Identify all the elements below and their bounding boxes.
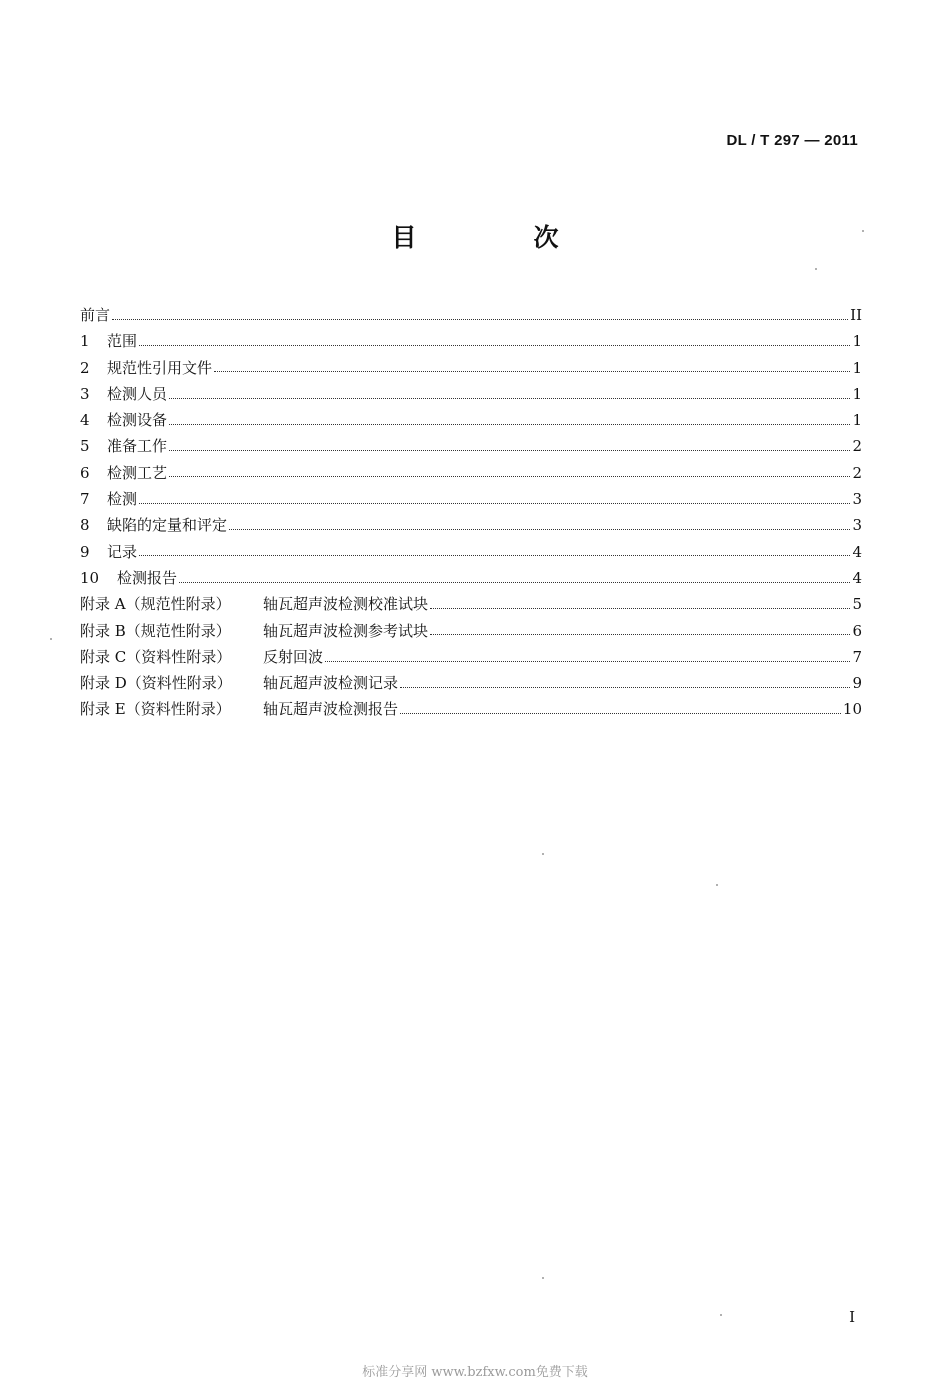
toc-entry-page: 9 xyxy=(852,674,862,693)
toc-entry-number: 2 xyxy=(80,358,90,377)
toc-entry-number: 1 xyxy=(80,332,90,351)
scan-speck xyxy=(720,1314,722,1316)
toc-dot-leader xyxy=(139,345,850,346)
toc-entry-title: 前言 xyxy=(80,306,111,324)
page-number: I xyxy=(849,1308,855,1326)
toc-entry[interactable] xyxy=(80,512,862,538)
toc-entry[interactable] xyxy=(80,433,862,459)
toc-entry-title: 准备工作 xyxy=(107,437,168,456)
document-code: DL / T 297 — 2011 xyxy=(726,132,858,149)
toc-entry-title: 检测人员 xyxy=(107,384,168,403)
toc-entry-title: 检测设备 xyxy=(107,411,168,430)
toc-entry-page: 1 xyxy=(852,411,862,430)
appendix-label: 附录 D（资料性附录） xyxy=(80,674,232,693)
scan-speck xyxy=(542,1277,544,1279)
toc-entry-page: 3 xyxy=(852,516,862,535)
toc-entry-number: 10 xyxy=(80,568,100,587)
scan-speck xyxy=(542,853,544,855)
toc-dot-leader xyxy=(169,450,850,451)
toc-entry-number: 7 xyxy=(80,490,90,509)
toc-entry-number: 8 xyxy=(80,516,90,535)
toc-entry-page: 7 xyxy=(852,647,862,666)
toc-entry-title: 范围 xyxy=(107,332,138,351)
toc-entry-title: 规范性引用文件 xyxy=(107,358,213,377)
page-title: 目 次 xyxy=(391,223,605,252)
toc-entry[interactable] xyxy=(80,355,862,381)
toc-appendix-entry[interactable] xyxy=(80,618,862,644)
toc-entry-page: 4 xyxy=(852,542,862,561)
appendix-label: 附录 A（规范性附录） xyxy=(80,595,231,614)
appendix-label: 附录 E（资料性附录） xyxy=(80,700,231,719)
appendix-title: 轴瓦超声波检测记录 xyxy=(263,674,399,693)
toc-entry-page: II xyxy=(850,306,862,324)
toc-dot-leader xyxy=(400,687,850,688)
toc-entry-number: 4 xyxy=(80,411,90,430)
toc-entry-page: 3 xyxy=(852,490,862,509)
toc-entry-title: 检测 xyxy=(107,490,138,509)
toc-dot-leader xyxy=(179,582,850,583)
toc-entry[interactable] xyxy=(80,460,862,486)
toc-entry-number: 6 xyxy=(80,463,90,482)
appendix-label: 附录 B（规范性附录） xyxy=(80,621,231,640)
toc-dot-leader xyxy=(430,608,850,609)
toc-dot-leader xyxy=(400,713,841,714)
toc-dot-leader xyxy=(112,319,848,320)
toc-dot-leader xyxy=(139,555,850,556)
toc-entry-number: 9 xyxy=(80,542,90,561)
toc-appendix-entry[interactable] xyxy=(80,670,862,696)
toc-entry-title: 缺陷的定量和评定 xyxy=(107,516,228,535)
toc-entry-page: 10 xyxy=(842,700,862,719)
toc-entry-page: 6 xyxy=(852,621,862,640)
appendix-label: 附录 C（资料性附录） xyxy=(80,647,232,666)
appendix-title: 轴瓦超声波检测参考试块 xyxy=(263,621,429,640)
toc-entry-title: 记录 xyxy=(107,542,138,561)
toc-entry-page: 4 xyxy=(852,568,862,587)
toc-dot-leader xyxy=(325,661,850,662)
toc-entry-number: 3 xyxy=(80,384,90,403)
toc-entry-page: 2 xyxy=(852,463,862,482)
toc-entry-page: 2 xyxy=(852,437,862,456)
table-of-contents xyxy=(80,302,862,723)
toc-entry[interactable] xyxy=(80,565,862,591)
toc-entry-title: 检测工艺 xyxy=(107,463,168,482)
scan-speck xyxy=(815,268,817,270)
appendix-title: 轴瓦超声波检测校准试块 xyxy=(263,595,429,614)
toc-appendix-entry[interactable] xyxy=(80,591,862,617)
toc-dot-leader xyxy=(169,424,850,425)
toc-entry[interactable] xyxy=(80,407,862,433)
watermark: 标准分享网 www.bzfxw.com免费下载 xyxy=(362,1365,588,1380)
toc-dot-leader xyxy=(430,634,850,635)
toc-entry-page: 1 xyxy=(852,384,862,403)
toc-dot-leader xyxy=(214,371,850,372)
toc-entry-page: 1 xyxy=(852,358,862,377)
toc-entry[interactable] xyxy=(80,539,862,565)
toc-entry-number: 5 xyxy=(80,437,90,456)
toc-dot-leader xyxy=(169,398,850,399)
toc-dot-leader xyxy=(229,529,850,530)
toc-dot-leader xyxy=(139,503,850,504)
toc-entry-page: 1 xyxy=(852,332,862,351)
scan-speck xyxy=(862,230,864,232)
toc-appendix-entry[interactable] xyxy=(80,644,862,670)
appendix-title: 反射回波 xyxy=(263,647,324,666)
scan-speck xyxy=(716,884,718,886)
toc-entry[interactable] xyxy=(80,328,862,354)
toc-entry[interactable] xyxy=(80,381,862,407)
toc-entry-page: 5 xyxy=(852,595,862,614)
appendix-title: 轴瓦超声波检测报告 xyxy=(263,700,399,719)
toc-entry[interactable] xyxy=(80,486,862,512)
toc-entry-title: 检测报告 xyxy=(117,568,178,587)
toc-dot-leader xyxy=(169,476,850,477)
toc-entry[interactable] xyxy=(80,302,862,328)
scan-speck xyxy=(50,638,52,640)
toc-appendix-entry[interactable] xyxy=(80,696,862,722)
